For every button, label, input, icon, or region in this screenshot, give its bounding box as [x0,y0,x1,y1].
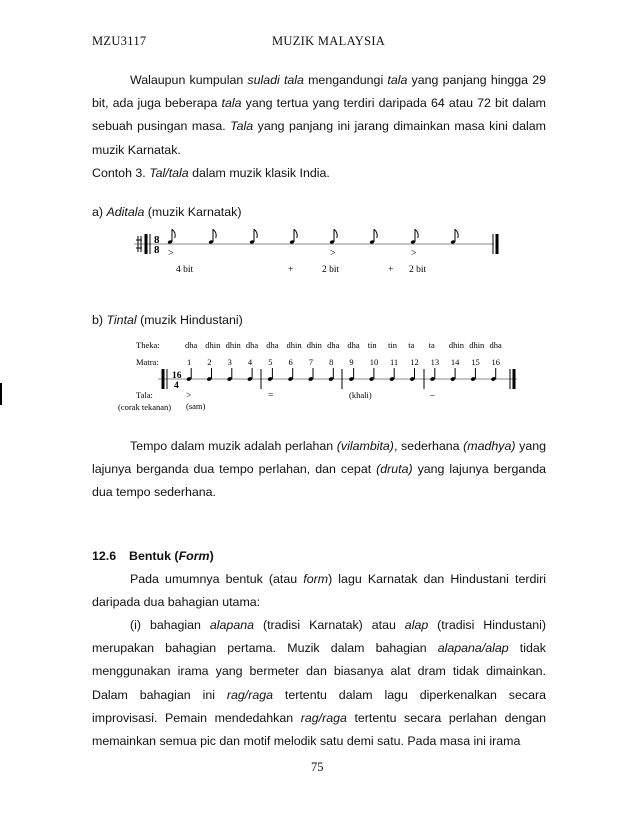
matra-number: 3 [227,357,232,367]
theka-bol: dhin [225,340,241,350]
khali-label: (khali) [349,390,372,400]
example-caption: Contoh 3. Tal/tala dalam muzik klasik India. [92,166,330,180]
matra-number: 8 [329,357,334,367]
theka-bol: dha [245,340,259,350]
group-label: 2 bit [409,265,427,275]
time-sig-top: 8 [154,234,160,246]
section-title: Bentuk (Form) [129,549,214,563]
matra-number: 4 [247,357,253,367]
quarter-note [328,368,334,382]
section-number: 12.6 [92,549,117,563]
section-paragraph: (i) bahagian alapana (tradisi Karnatak) atau alap (tradisi Hindustani) merupakan bahagian pertama. Muzik dalam bahagian alapana/alap tidak menggunakan irama yang bermeter dan biasanya alat dram tidak dimainkan. Dalam bahagian ini rag/raga tertentu dalam lagu diperkenalkan secara improvisasi. Pemain mendedahkan rag/raga tertentu secara perlahan dengan memainkan semua pic dan motif melodik satu demi satu. Pada masa ini irama [92,618,546,749]
theka-bol: dha [347,340,360,350]
group-label: 2 bit [322,265,340,275]
theka-bol: dhin [469,340,485,350]
theka-bol: ta [408,340,415,350]
example-a-label: a) Aditala (muzik Karnatak) [92,205,242,219]
theka-bol: tin [388,340,397,350]
matra-number: 14 [450,357,460,367]
group-plus: + [388,265,394,275]
matra-number: 1 [187,357,192,367]
matra-number: 15 [471,357,480,367]
theka-bol: dha [327,340,340,350]
header-course-title: MUZIK MALAYSIA [272,34,386,48]
matra-label: Matra: [136,357,159,367]
quarter-note [409,368,415,382]
matra-number: 13 [430,357,440,367]
quarter-note [369,368,375,382]
group-plus: + [288,265,294,275]
theka-bol: dhin [286,340,302,350]
matra-number: 7 [308,357,314,367]
accent-mark: > [168,248,174,259]
tali-mark: = [268,391,274,401]
theka-bol: tin [367,340,377,350]
sam-label: (sam) [186,401,206,411]
matra-number: 5 [268,357,273,367]
corak-label: (corak tekanan) [118,402,172,412]
quarter-note [308,368,314,382]
quarter-note [450,368,456,382]
matra-number: 2 [207,357,212,367]
theka-bol: dha [266,340,279,350]
theka-bol: ta [428,340,435,350]
example-b-label: b) Tintal (muzik Hindustani) [92,313,243,327]
group-label: 4 bit [176,265,194,275]
time-sig-top: 16 [172,371,182,381]
quarter-note [288,368,294,382]
theka-bol: dha [185,340,198,350]
time-sig-bottom: 4 [174,381,179,391]
page-number: 75 [311,760,324,774]
theka-bol: dhin [448,340,465,350]
accent-mark: > [411,248,417,259]
theka-bol: dhin [205,340,221,350]
header-course-code: MZU3117 [92,34,147,48]
theka-bol: dha [489,340,502,350]
margin-mark [0,383,2,405]
matra-number: 9 [349,357,354,367]
sam-accent: > [186,391,192,401]
khali-dash: – [430,391,435,401]
quarter-note [227,368,233,382]
quarter-note [186,368,192,382]
quarter-note [206,368,212,382]
accent-mark: > [330,248,336,259]
time-sig-bottom: 8 [154,244,160,256]
matra-number: 16 [491,357,500,367]
quarter-note [389,368,395,382]
matra-number: 6 [288,357,293,367]
quarter-note [430,368,436,382]
section-paragraph: Pada umumnya bentuk (atau form) lagu Karnatak dan Hindustani terdiri daripada dua bahagian utama: [92,572,546,610]
quarter-note [349,368,355,382]
quarter-note [470,368,476,382]
matra-number: 10 [369,357,379,367]
intro-paragraph: Walaupun kumpulan suladi tala mengandungi tala yang panjang hingga 29 bit, ada juga beberapa tala yang tertua yang terdiri daripada 64 atau 72 bit dalam sebuah pusingan masa. Tala yang panjang ini jarang dimainkan masa kini dalam muzik Karnatak. [92,73,547,157]
quarter-note [491,368,497,382]
theka-label: Theka: [136,340,160,350]
matra-number: 12 [410,357,419,367]
quarter-note [247,368,253,382]
theka-bol: dhin [306,340,322,350]
quarter-note [267,368,273,382]
tala-label: Tala: [136,390,153,400]
matra-number: 11 [390,357,399,367]
tempo-paragraph: Tempo dalam muzik adalah perlahan (vilambita), sederhana (madhya) yang lajunya berganda dua tempo perlahan, dan cepat (druta) yang lajunya berganda dua tempo sederhana. [92,439,547,500]
